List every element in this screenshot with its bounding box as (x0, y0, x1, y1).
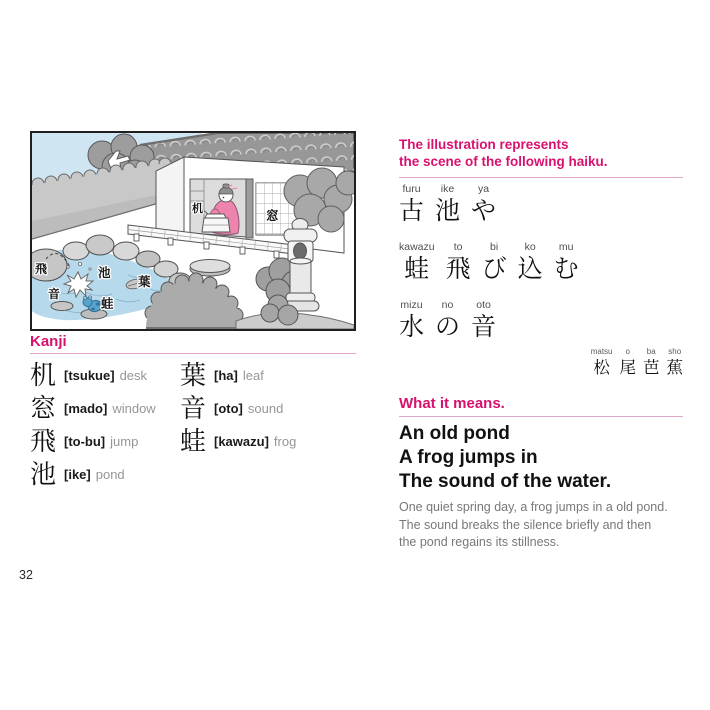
haiku-kanji: 飛 (445, 254, 471, 283)
author-unit (620, 347, 637, 378)
author-kanji: 松 (593, 358, 610, 377)
kanji-reading: [oto] (214, 401, 243, 416)
haiku-kanji: 込 (517, 254, 543, 283)
haiku-kanji: の (435, 312, 461, 341)
label-leaf-kanji: 葉 (138, 274, 151, 289)
label-fly-kanji: 飛 (35, 262, 48, 276)
meaning-section-heading: What it means. (399, 395, 505, 412)
romaji: ko (524, 241, 536, 253)
haiku-unit (518, 241, 543, 284)
author-unit (591, 347, 613, 378)
haiku-kanji: 蛙 (404, 254, 430, 283)
kanji-meaning: leaf (242, 368, 264, 383)
haiku-kanji: や (471, 196, 497, 225)
kanji-meaning: desk (119, 368, 148, 383)
romaji: to (453, 241, 463, 253)
haiku-kanji: び (481, 254, 507, 283)
kanji-meaning: sound (247, 401, 284, 416)
room-interior (190, 179, 246, 237)
haiku-unit (471, 183, 496, 226)
page-number: 32 (19, 568, 33, 582)
romaji: ya (477, 183, 490, 195)
kanji-entry-jump (30, 425, 180, 458)
translation-line-2: A frog jumps in (399, 447, 538, 468)
explanation-line-3: the pond regains its stillness. (399, 535, 560, 550)
haiku-unit (399, 299, 424, 342)
romaji: oto (476, 299, 491, 311)
romaji: matsu (590, 347, 613, 356)
label-window-kanji: 窓 (266, 208, 279, 223)
romaji: sho (668, 347, 682, 356)
haiku-unit (399, 241, 435, 284)
haiku-translation (399, 422, 611, 494)
door-post (246, 179, 253, 238)
romaji: mu (558, 241, 574, 253)
haiku-author (399, 347, 683, 378)
haiku-unit (435, 299, 460, 342)
kanji-meaning: pond (95, 467, 125, 482)
kanji-entry-frog (180, 425, 358, 458)
kanji-entry-sound (180, 392, 358, 425)
kanji-entry-desk (30, 359, 180, 392)
kanji-reading: [mado] (64, 401, 108, 416)
haiku-kanji: む (553, 254, 579, 283)
romaji: mizu (400, 299, 423, 311)
meaning-section-rule (399, 416, 683, 417)
kanji-reading: [ha] (214, 368, 238, 383)
kanji-entry-leaf (180, 359, 358, 392)
lily-pad (51, 302, 73, 311)
romaji: furu (402, 183, 421, 195)
kanji-section-rule (30, 353, 356, 354)
romaji: bi (490, 241, 499, 253)
explanation-line-1: One quiet spring day, a frog jumps in a old pond. (399, 500, 668, 514)
explanation-line-2: The sound breaks the silence briefly and then (399, 517, 652, 532)
romaji: kawazu (399, 241, 435, 253)
haiku-line-3 (399, 299, 496, 342)
kanji-meaning: jump (110, 434, 139, 449)
garden-pond-scene (32, 133, 354, 329)
author-kanji: 蕉 (666, 358, 683, 377)
kanji-meaning: frog (273, 434, 297, 449)
haiku-line-1 (399, 183, 496, 226)
haiku-scene-illustration (30, 131, 356, 331)
kanji-reading: [to-bu] (64, 434, 106, 449)
house-gable-wall (156, 157, 184, 233)
author-unit (643, 347, 660, 378)
haiku-unit (554, 241, 579, 284)
label-frog-kanji: 蛙 (101, 296, 114, 311)
translation-line-1: An old pond (399, 423, 510, 444)
kanji-meaning: window (112, 401, 156, 416)
romaji: ba (646, 347, 656, 356)
romaji: no (441, 299, 454, 311)
kanji-reading: [ike] (64, 467, 91, 482)
kanji-entry-window (30, 392, 180, 425)
romaji: ike (440, 183, 455, 195)
haiku-unit (482, 241, 507, 284)
kanji-character: 飛 (30, 426, 57, 457)
kanji-character: 葉 (180, 360, 207, 391)
label-desk-kanji: 机 (192, 202, 203, 215)
haiku-unit (446, 241, 471, 284)
label-pond-kanji: 池 (98, 265, 111, 280)
kanji-column-right (180, 359, 358, 458)
haiku-kanji: 古 (399, 196, 425, 225)
kanji-character: 池 (30, 459, 57, 490)
haiku-explanation (399, 499, 668, 552)
haiku-section-rule (399, 177, 683, 178)
haiku-intro-heading (399, 136, 683, 170)
romaji: o (625, 347, 630, 356)
haiku-kanji: 池 (435, 196, 461, 225)
kanji-reading: [kawazu] (214, 434, 269, 449)
label-sound-kanji: 音 (48, 287, 61, 301)
haiku-intro-heading-line1: The illustration represents (399, 137, 569, 152)
haiku-unit (471, 299, 496, 342)
kanji-character: 音 (180, 393, 207, 424)
kanji-character: 窓 (30, 393, 57, 424)
haiku-kanji: 水 (399, 312, 425, 341)
author-kanji: 芭 (643, 358, 660, 377)
writing-desk (202, 214, 230, 232)
haiku-kanji: 音 (471, 312, 497, 341)
haiku-intro-heading-line2: the scene of the following haiku. (399, 154, 608, 169)
kanji-section-heading: Kanji (30, 333, 67, 350)
haiku-unit (435, 183, 460, 226)
author-kanji: 尾 (619, 358, 636, 377)
kanji-character: 蛙 (180, 426, 207, 457)
kanji-entry-pond (30, 458, 180, 491)
translation-line-3: The sound of the water. (399, 471, 612, 492)
kanji-column-left (30, 359, 180, 491)
haiku-line-2 (399, 241, 579, 284)
haiku-unit (399, 183, 424, 226)
kanji-reading: [tsukue] (64, 368, 115, 383)
author-unit (667, 347, 684, 378)
kanji-character: 机 (30, 360, 57, 391)
